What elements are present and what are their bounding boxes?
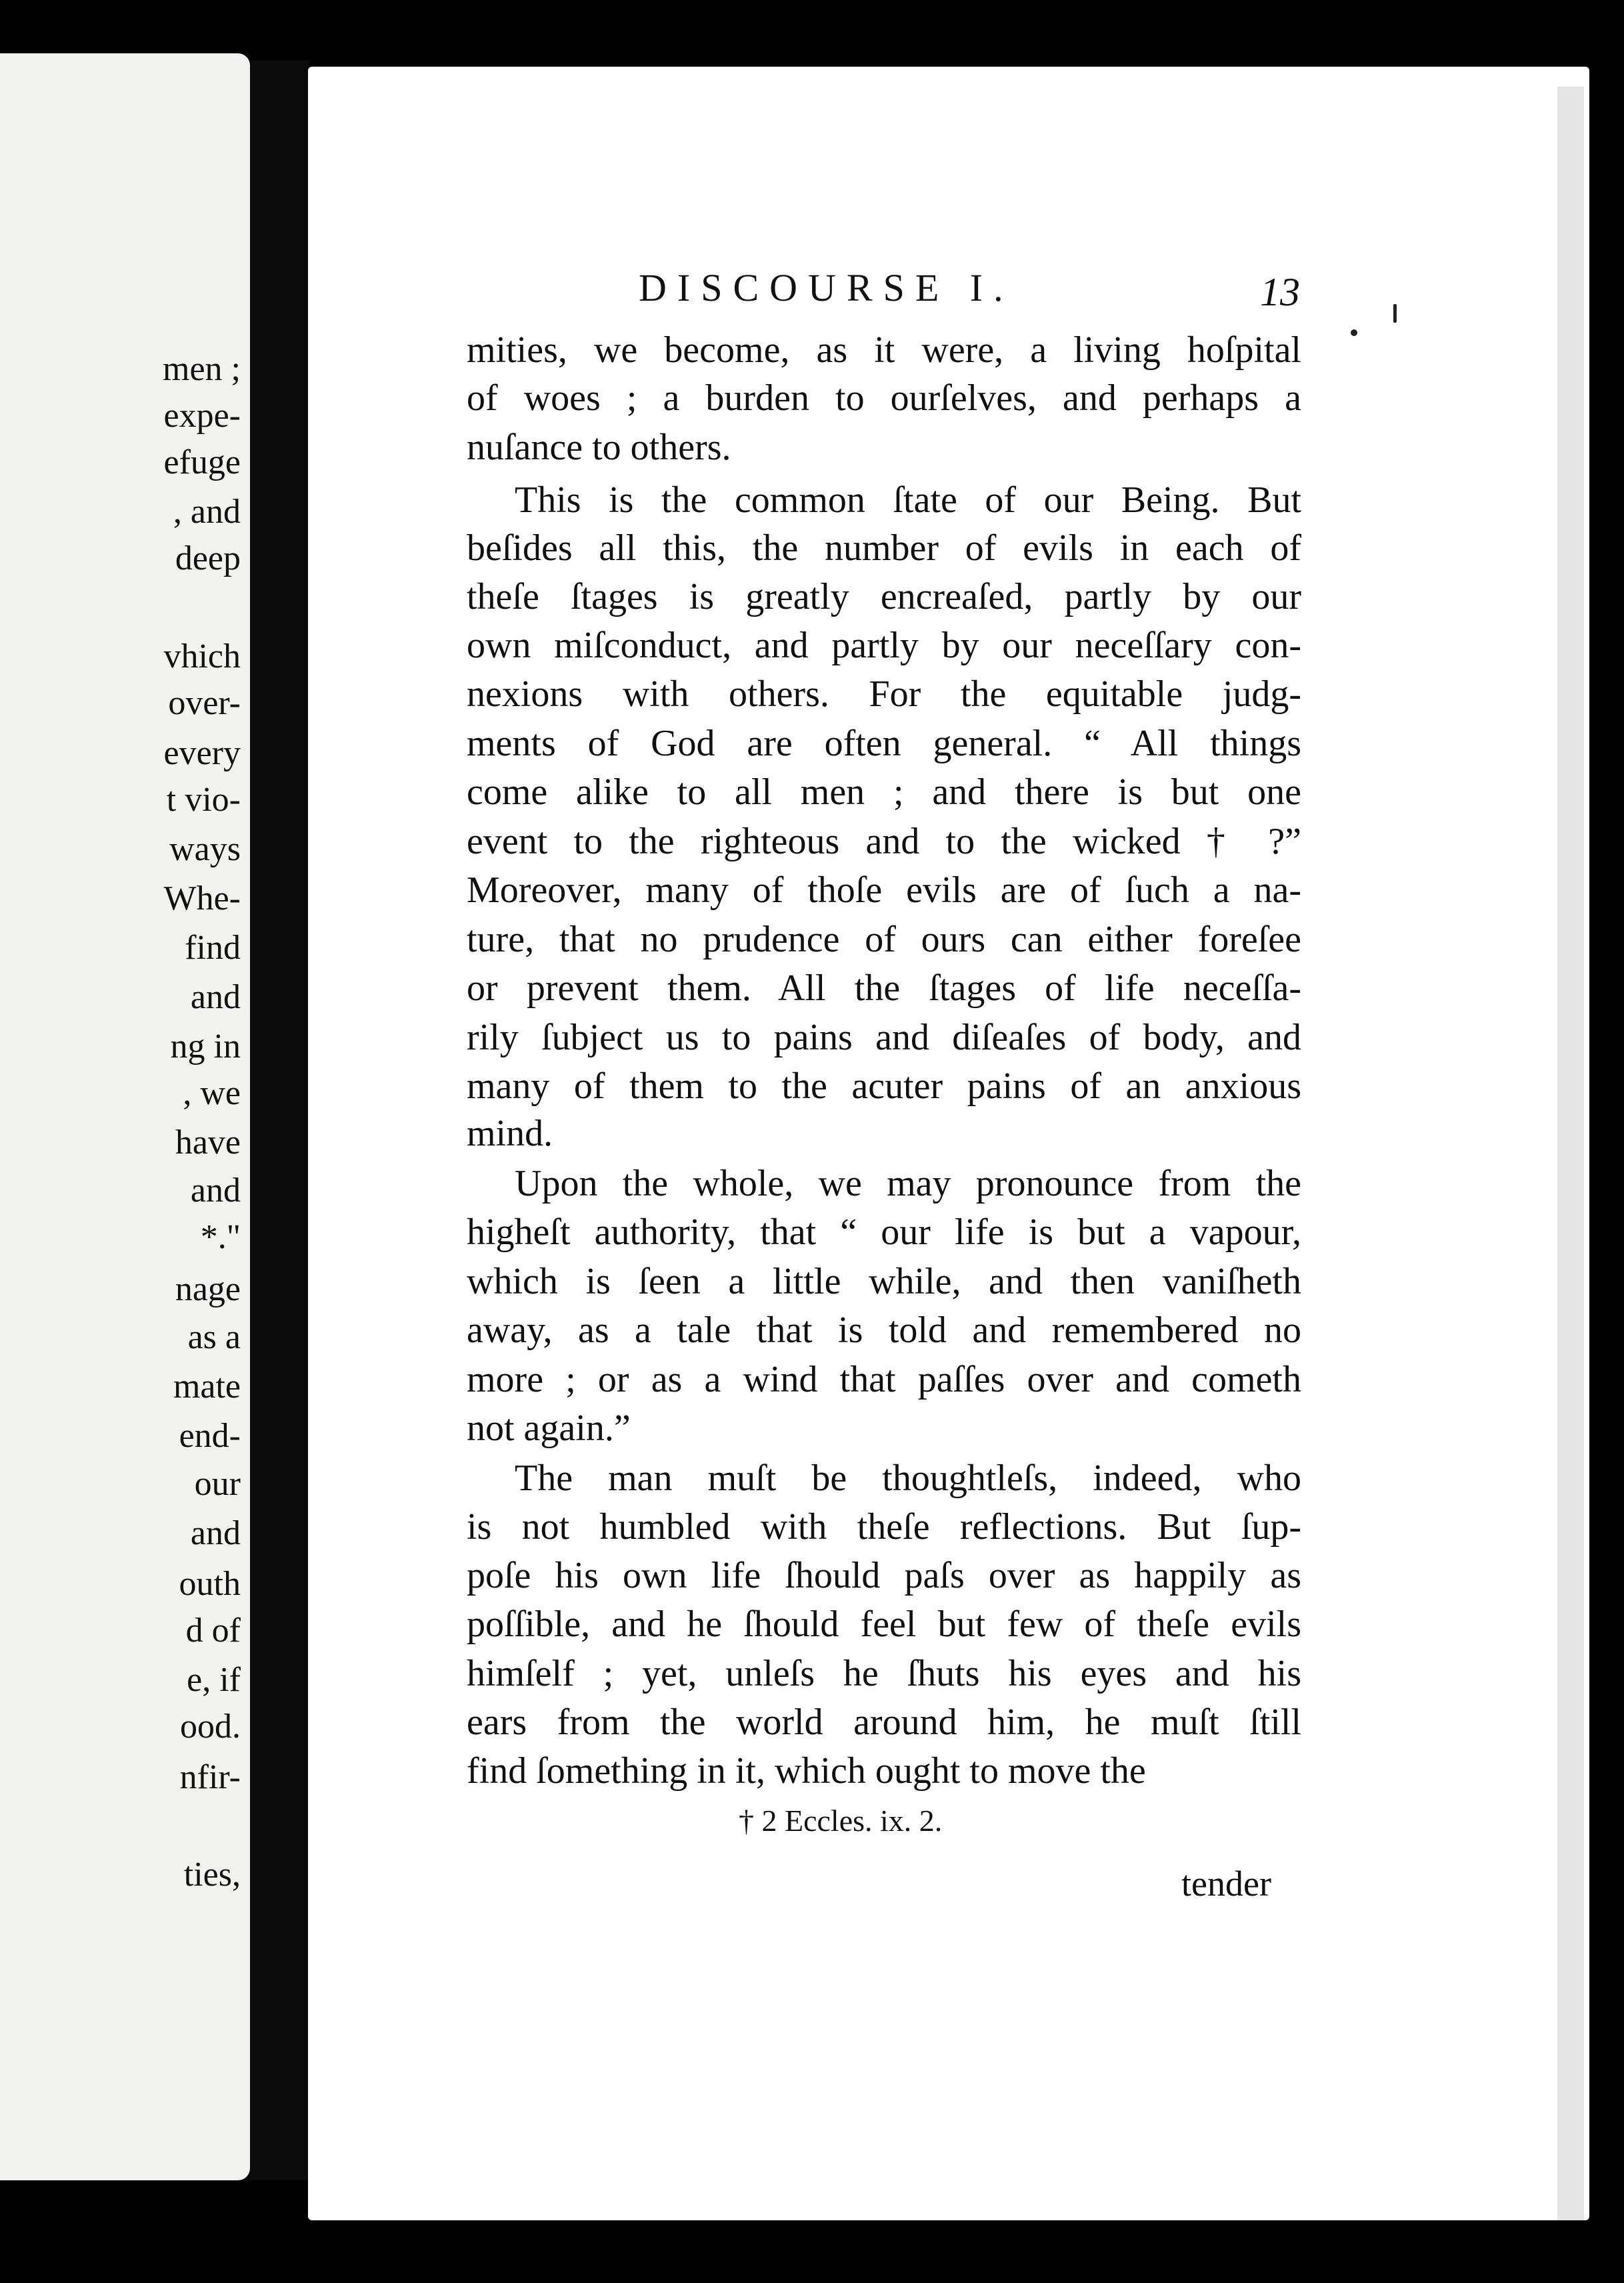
text-line: ears from the world around him, he muſt ſtill [467, 1702, 1301, 1743]
left-page-line: d of [185, 1612, 241, 1650]
footnote: † 2 Eccles. ix. 2. [739, 1804, 943, 1838]
left-page-line: and [190, 978, 241, 1016]
left-page-line: vhich [163, 637, 241, 675]
left-page-line: men ; [163, 350, 241, 388]
ink-speck [1351, 329, 1357, 336]
text-line: find ſomething in it, which ought to move the [467, 1750, 1146, 1792]
text-line: nuſance to others. [467, 427, 731, 468]
left-page-line: end- [179, 1417, 241, 1455]
text-line: beſides all this, the number of evils in each of [467, 527, 1301, 569]
catchword: tender [1181, 1864, 1271, 1904]
left-page-line: nfir- [179, 1758, 241, 1796]
left-page-line: and [190, 1514, 241, 1552]
text-line: The man muſt be thoughtleſs, indeed, who [515, 1458, 1301, 1499]
text-line: theſe ſtages is greatly encreaſed, partly by our [467, 576, 1301, 617]
running-head: DISCOURSE I. [639, 266, 1014, 309]
text-line: nexions with others. For the equitable judg- [467, 673, 1301, 715]
text-line: poſe his own life ſhould paſs over as happily as [467, 1555, 1301, 1596]
left-page-line: our [194, 1465, 241, 1503]
left-page [0, 53, 250, 2180]
left-page-line: over- [168, 684, 241, 722]
left-page-line: as a [187, 1318, 241, 1356]
text-line: This is the common ſtate of our Being. But [515, 479, 1301, 521]
left-page-line: , and [173, 493, 241, 531]
text-line: not again.” [467, 1408, 631, 1449]
text-line: more ; or as a wind that paſſes over and cometh [467, 1359, 1301, 1400]
left-page-line: have [175, 1123, 241, 1162]
text-line: come alike to all men ; and there is but one [467, 771, 1301, 813]
text-line: Upon the whole, we may pronounce from the [515, 1163, 1301, 1204]
text-line: away, as a tale that is told and remembered no [467, 1310, 1301, 1351]
text-line: himſelf ; yet, unleſs he ſhuts his eyes and his [467, 1653, 1301, 1694]
text-line: ture, that no prudence of ours can either foreſee [467, 919, 1301, 960]
page-number: 13 [1260, 270, 1300, 314]
text-line: poſſible, and he ſhould feel but few of theſe evils [467, 1604, 1301, 1645]
text-line: mities, we become, as it were, a living hoſpital [467, 329, 1301, 371]
left-page-line: efuge [163, 443, 241, 481]
text-line: of woes ; a burden to ourſelves, and perhaps a [467, 377, 1301, 419]
left-page-line: Whe- [163, 879, 241, 917]
ink-speck [1393, 304, 1397, 323]
text-line: or prevent them. All the ſtages of life neceſſa- [467, 967, 1301, 1009]
text-line: rily ſubject us to pains and diſeaſes of body, and [467, 1017, 1301, 1058]
left-page-line: ways [169, 830, 241, 868]
text-line: event to the righteous and to the wicked † ?” [467, 821, 1301, 862]
text-line: Moreover, many of thoſe evils are of ſuch a na- [467, 869, 1301, 911]
left-page-line: mate [173, 1368, 241, 1406]
left-page-line: *." [200, 1218, 241, 1256]
left-page-line: t vio- [166, 781, 241, 819]
page-edge [1557, 87, 1584, 2220]
left-page-line: find [185, 929, 241, 967]
left-page-line: expe- [163, 397, 241, 435]
left-page-line: , we [183, 1074, 241, 1112]
left-page-line: ng in [170, 1027, 241, 1065]
left-page-line: nage [175, 1270, 241, 1308]
text-line: many of them to the acuter pains of an anxious [467, 1065, 1301, 1107]
text-line: own miſconduct, and partly by our neceſſary con- [467, 625, 1301, 666]
left-page-line: e, if [187, 1661, 241, 1699]
text-line: ments of God are often general. “ All things [467, 723, 1301, 764]
text-line: is not humbled with theſe reflections. But ſup- [467, 1506, 1301, 1548]
left-page-line: ties, [183, 1856, 241, 1894]
left-page-line: ood. [180, 1708, 241, 1746]
book-gutter [250, 60, 310, 2180]
left-page-line: deep [175, 539, 241, 577]
left-page-line: and [190, 1172, 241, 1210]
text-line: higheſt authority, that “ our life is but a vapour, [467, 1212, 1301, 1253]
text-line: which is ſeen a little while, and then vaniſheth [467, 1261, 1301, 1302]
text-line: mind. [467, 1113, 553, 1154]
left-page-line: outh [179, 1565, 241, 1603]
left-page-line: every [163, 734, 241, 772]
